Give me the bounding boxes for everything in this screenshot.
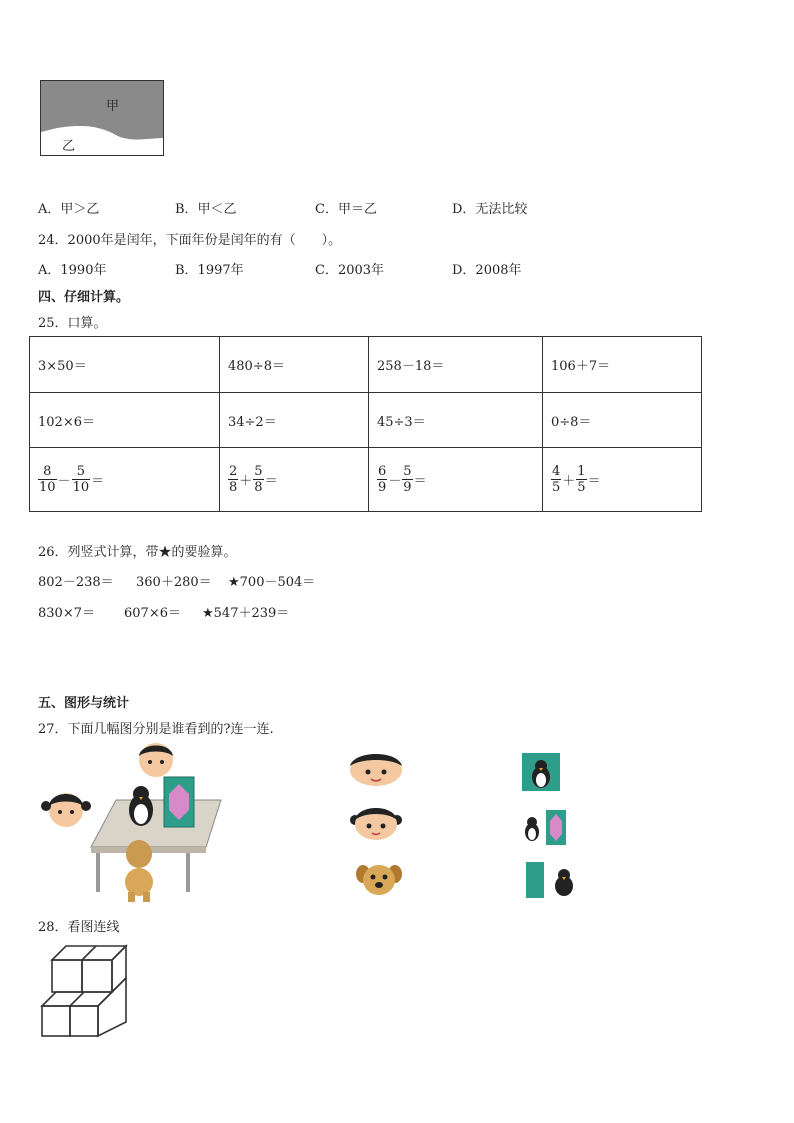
operator: ＋ xyxy=(239,474,253,489)
view-penguin-left-box-right-icon[interactable] xyxy=(520,810,568,845)
area-label-yi: 乙 xyxy=(62,139,76,154)
fraction xyxy=(72,464,91,495)
q24-stem: 24．2000年是闰年，下面年份是闰年的有（ ）。 xyxy=(38,233,342,248)
dog-face-icon[interactable] xyxy=(355,860,403,898)
q23-option-d[interactable]: D．无法比较 xyxy=(452,202,528,217)
table-cell: 0÷8＝ xyxy=(543,393,702,448)
q26-expr: 802－238＝ xyxy=(38,575,114,590)
area-label-jia: 甲 xyxy=(106,99,120,114)
table-row xyxy=(30,393,702,448)
table-cell: 106＋7＝ xyxy=(543,337,702,393)
denominator: 9 xyxy=(403,480,412,495)
numerator: 2 xyxy=(229,464,238,479)
fraction xyxy=(576,464,586,495)
equals-sign: ＝ xyxy=(91,474,105,489)
girl-face-icon[interactable] xyxy=(348,800,404,842)
denominator: 10 xyxy=(72,480,90,495)
fraction-cell xyxy=(220,448,369,512)
operator: ＋ xyxy=(562,474,576,489)
denominator: 8 xyxy=(229,480,238,495)
fraction xyxy=(228,464,238,495)
denominator: 9 xyxy=(378,480,387,495)
area-figure xyxy=(40,80,165,157)
q26-expr: 830×7＝ xyxy=(38,606,95,621)
fraction xyxy=(402,464,412,495)
equals-sign: ＝ xyxy=(413,474,427,489)
numerator: 1 xyxy=(577,464,586,479)
numerator: 8 xyxy=(38,464,57,480)
q26-stem: 26．列竖式计算，带★的要验算。 xyxy=(38,545,237,560)
cube-stack-figure xyxy=(40,944,130,1039)
q26-expr: 360＋280＝ xyxy=(136,575,212,590)
table-cell: 102×6＝ xyxy=(30,393,220,448)
scene-illustration xyxy=(36,742,226,902)
table-cell: 258－18＝ xyxy=(369,337,543,393)
q25-stem: 25．口算。 xyxy=(38,316,107,331)
view-box-left-penguin-right-icon[interactable] xyxy=(526,862,580,898)
boy-face-icon[interactable] xyxy=(346,748,406,788)
q23-option-a[interactable]: A．甲＞乙 xyxy=(38,202,100,217)
table-row xyxy=(30,448,702,512)
table-cell: 480÷8＝ xyxy=(220,337,369,393)
equals-sign: ＝ xyxy=(264,474,278,489)
fraction-cell xyxy=(30,448,220,512)
q24-option-a[interactable]: A．1990年 xyxy=(38,263,107,278)
numerator: 4 xyxy=(552,464,561,479)
q28-stem: 28．看图连线 xyxy=(38,920,120,935)
equals-sign: ＝ xyxy=(587,474,601,489)
denominator: 8 xyxy=(254,480,263,495)
operator: － xyxy=(388,474,402,489)
denominator: 5 xyxy=(577,480,586,495)
q23-option-c[interactable]: C．甲＝乙 xyxy=(315,202,377,217)
operator: － xyxy=(57,474,71,489)
numerator: 5 xyxy=(403,464,412,479)
q26-expr: ★700－504＝ xyxy=(228,575,316,590)
q26-expr: 607×6＝ xyxy=(124,606,181,621)
fraction xyxy=(253,464,263,495)
fraction xyxy=(377,464,387,495)
q26-expr: ★547＋239＝ xyxy=(202,606,290,621)
section-5-title: 五、图形与统计 xyxy=(38,696,130,711)
numerator: 5 xyxy=(72,464,91,480)
denominator: 10 xyxy=(39,480,56,495)
section-4-title: 四、仔细计算。 xyxy=(38,290,130,305)
q24-option-b[interactable]: B．1997年 xyxy=(175,263,244,278)
fraction-cell xyxy=(543,448,702,512)
q24-option-d[interactable]: D．2008年 xyxy=(452,263,522,278)
numerator: 6 xyxy=(378,464,387,479)
q23-option-b[interactable]: B．甲＜乙 xyxy=(175,202,237,217)
view-penguin-front-icon[interactable] xyxy=(522,753,560,791)
fraction xyxy=(38,464,57,495)
q25-table xyxy=(29,336,702,512)
q24-option-c[interactable]: C．2003年 xyxy=(315,263,385,278)
table-cell: 45÷3＝ xyxy=(369,393,543,448)
table-cell: 3×50＝ xyxy=(30,337,220,393)
numerator: 5 xyxy=(254,464,263,479)
table-row xyxy=(30,337,702,393)
fraction-cell xyxy=(369,448,543,512)
table-cell: 34÷2＝ xyxy=(220,393,369,448)
denominator: 5 xyxy=(552,480,561,495)
fraction xyxy=(551,464,561,495)
q27-stem: 27．下面几幅图分别是谁看到的?连一连. xyxy=(38,722,274,737)
